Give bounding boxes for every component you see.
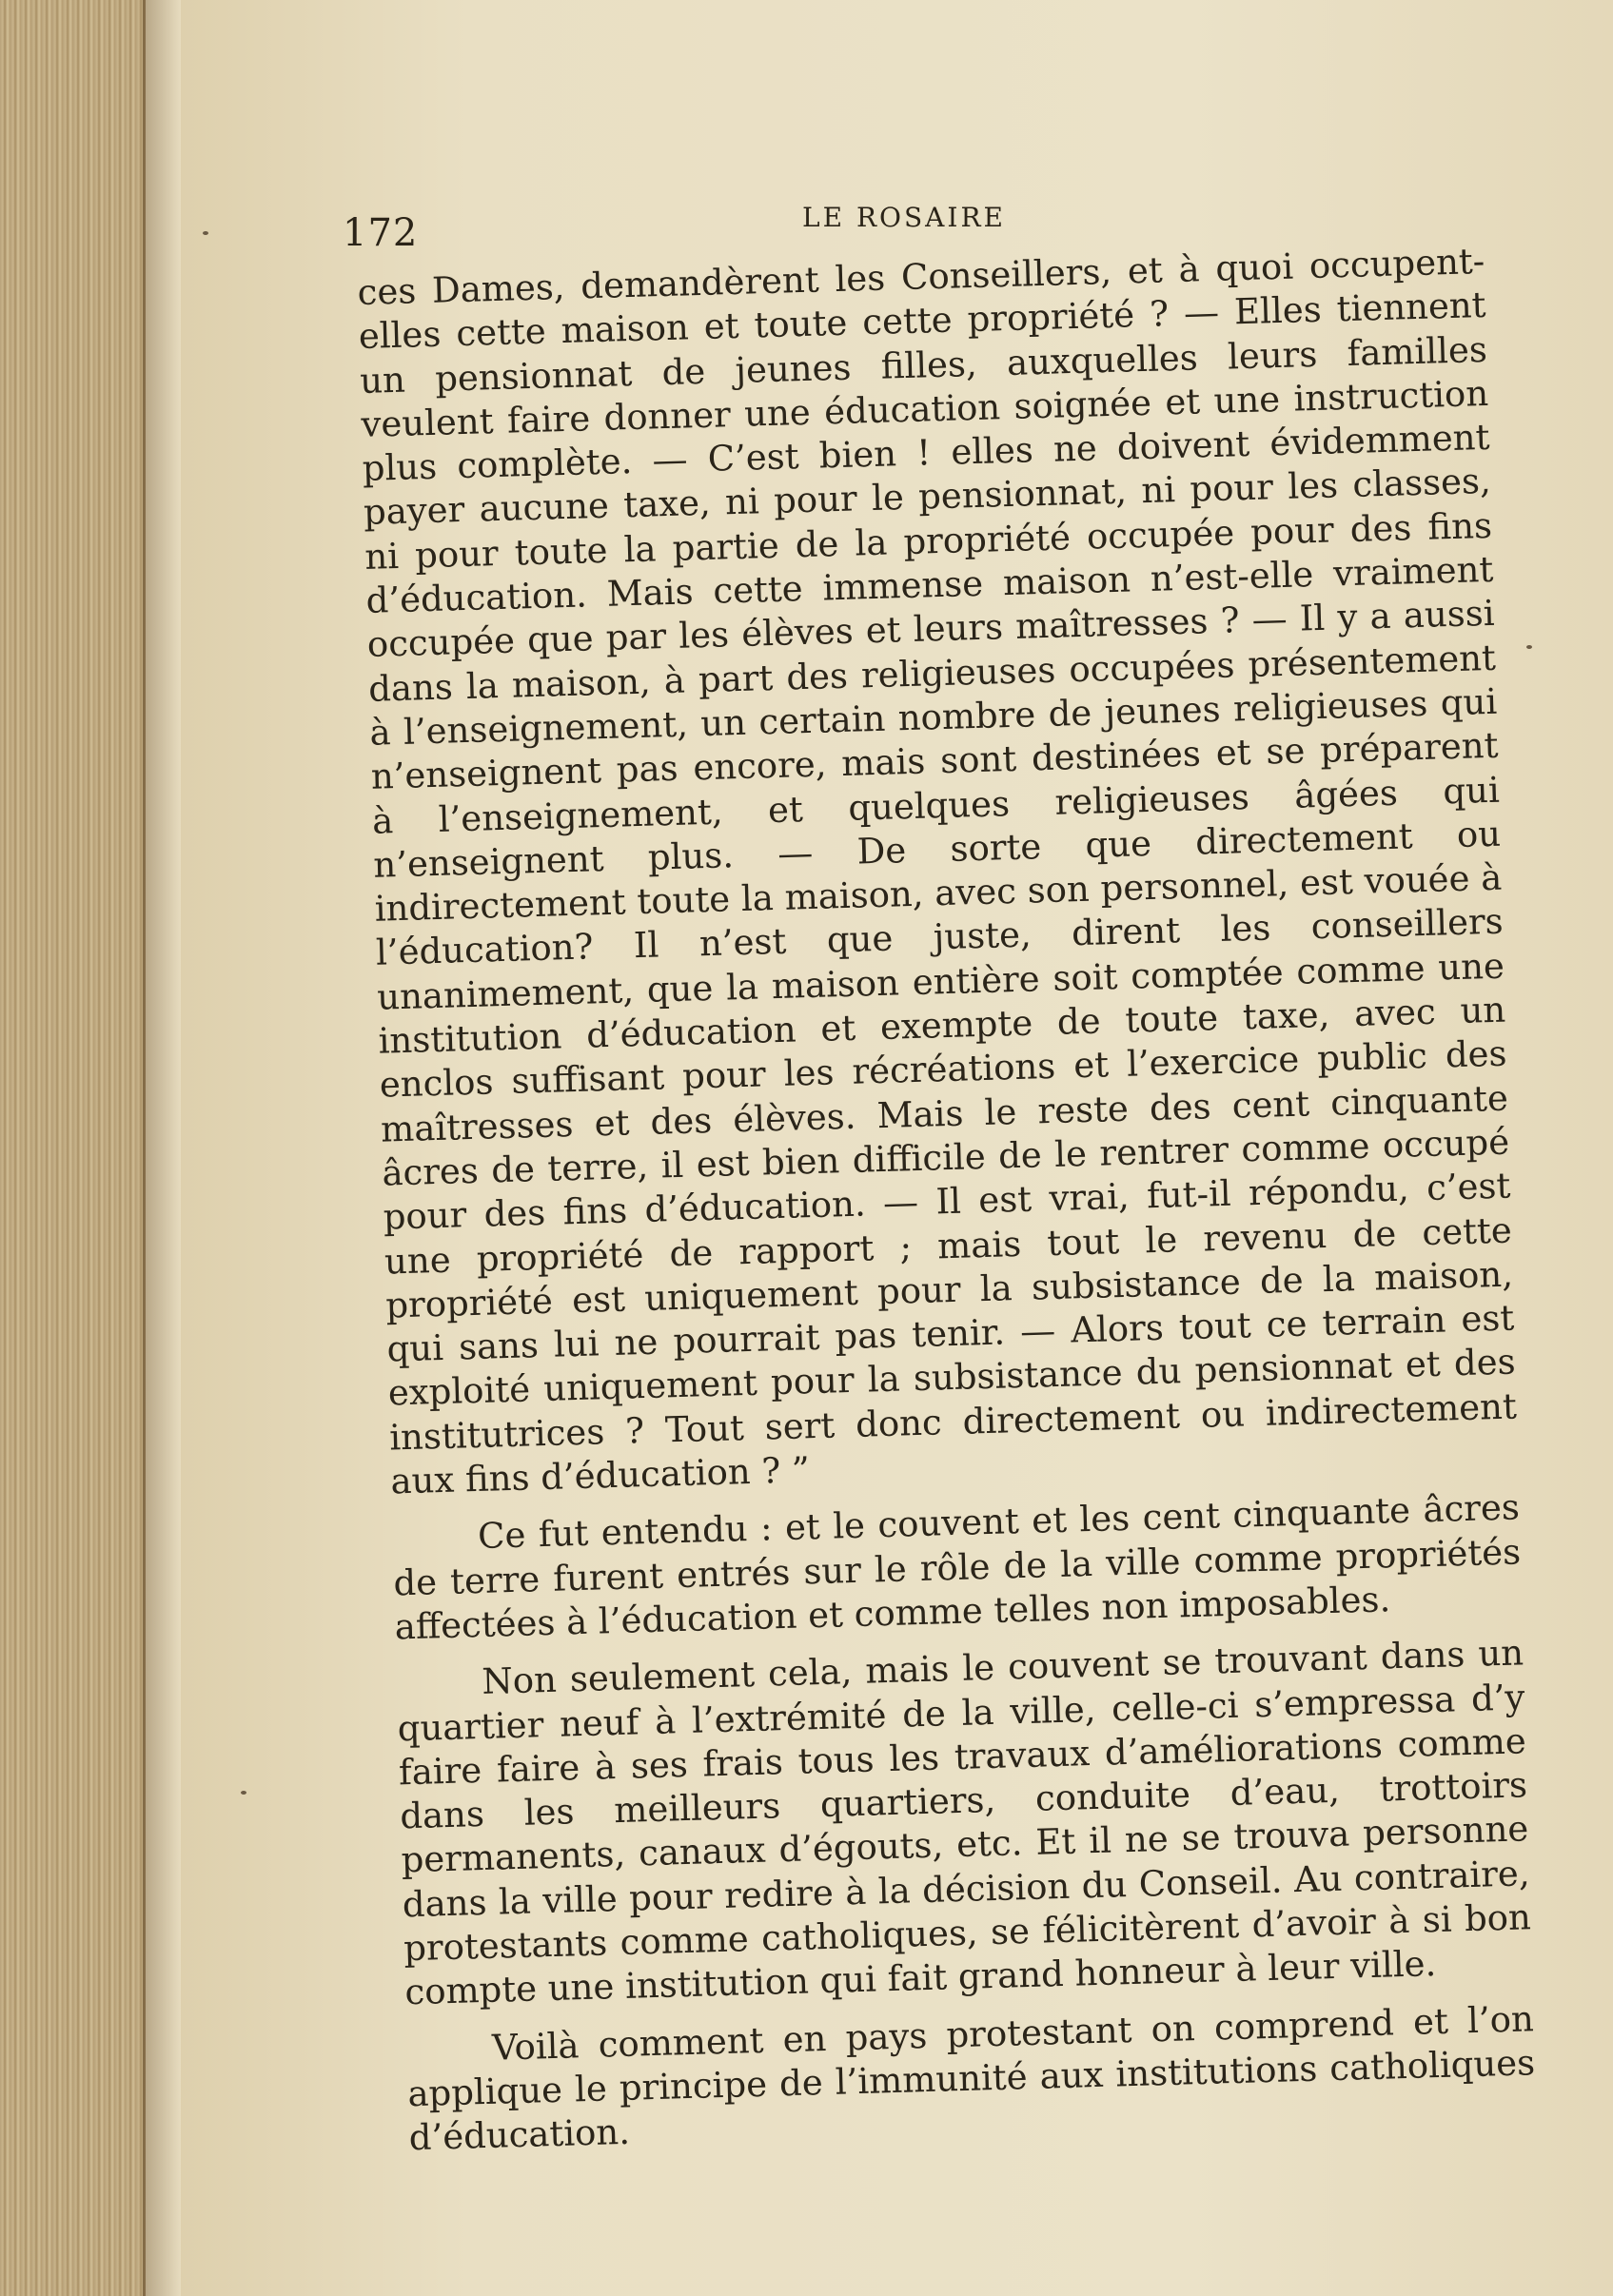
ink-speck bbox=[203, 231, 208, 235]
paragraph: Non seulement cela, mais le couvent se trouvant dans un quartier neuf à l’extrémité de la ville, celle-ci s’empressa d’y faire faire à ses frais tous les travaux d’améliorations comme dans les meilleurs quartiers, conduite d’eau, trottoirs permanents, canaux d’égouts, etc. Et il ne se trouva personne dans la ville pour redire à la décision du Conseil. Au contraire, protestants comme catholiques, se félicitèrent d’avoir à si bon compte une institution qui fait grand honneur à leur ville. bbox=[397, 1632, 1532, 2013]
paragraph: Voilà comment en pays protestant on comprend et l’on applique le principe de l’immunité aux institutions catholiques d’éducation. bbox=[406, 1997, 1536, 2159]
book-page-edges bbox=[0, 0, 146, 2296]
paragraph: ces Dames, demandèrent les Conseillers, et à quoi occupent-elles cette maison et toute cette propriété ? — Elles tiennent un pensionnat de jeunes filles, auxquelles leurs familles veulent faire donner une éducation soignée et une instruction plus complète. — C’est bien ! elles ne doivent évidemment payer aucune taxe, ni pour le pensionnat, ni pour les classes, ni pour toute la partie de la propriété occupée pour des fins d’éducation. Mais cette immense maison n’est-elle vraiment occupée que par les élèves et leurs maîtresses ? — Il y a aussi dans la maison, à part des religieuses occupées présentement à l’enseignement, un certain nombre de jeunes religieuses qui n’enseignent pas encore, mais sont destinées et se préparent à l’enseignement, et quelques religieuses âgées qui n’enseignent plus. — De sorte que directement ou indirectement toute la maison, avec son personnel, est vouée à l’éducation? Il n’est que juste, dirent les conseillers unanimement, que la maison entière soit comptée comme une institution d’éducation et exempte de toute taxe, avec un enclos suffisant pour les récréations et l’exercice public des maîtresses et des élèves. Mais le reste des cent cinquante âcres de terre, il est bien difficile de le rentrer comme occupé pour des fins d’éducation. — Il est vrai, fut-il répondu, c’est une propriété de rapport ; mais tout le revenu de cette propriété est uniquement pour la subsistance de la maison, qui sans lui ne pourrait pas tenir. — Alors tout ce terrain est exploité uniquement pour la subsistance du pensionnat et des institutrices ? Tout sert donc directement ou indirectement aux fins d’éducation ? ” bbox=[357, 240, 1518, 1502]
body-text bbox=[357, 240, 1537, 2161]
paragraph: Ce fut entendu : et le couvent et les cent cinquante âcres de terre furent entrés sur le rôle de la ville comme propriétés affectées à l’éducation et comme telles non imposables. bbox=[392, 1486, 1522, 1648]
ink-speck bbox=[1526, 645, 1532, 649]
running-title: LE ROSAIRE bbox=[802, 202, 1006, 233]
page-number: 172 bbox=[343, 211, 419, 255]
ink-speck bbox=[241, 1791, 246, 1795]
gutter-shadow bbox=[143, 0, 181, 2296]
